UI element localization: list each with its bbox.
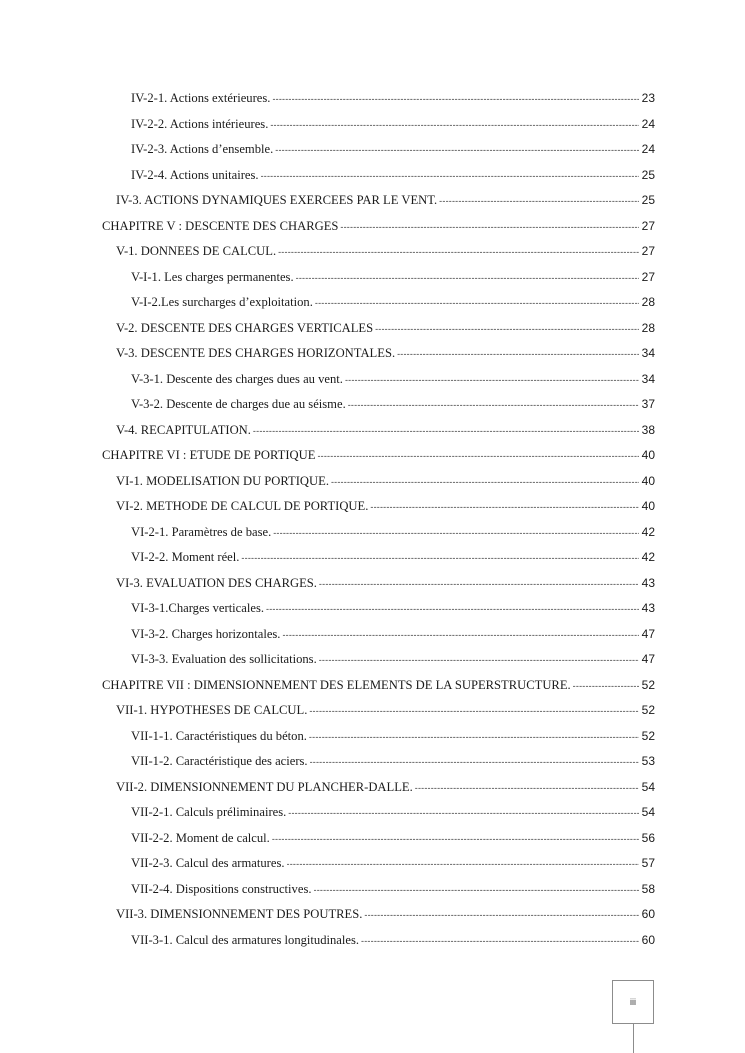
toc-entry-title: VII-3-1. Calcul des armatures longitudinales. [131,932,360,947]
toc-dash-leader [241,546,638,572]
toc-entry[interactable] [0,239,745,265]
toc-dash-leader [309,725,639,751]
toc-entry-line [102,673,655,700]
toc-entry-line [131,596,655,623]
toc-entry-line [131,545,655,572]
toc-entry-page-number: 47 [641,626,655,641]
toc-entry-title: CHAPITRE VII : DIMENSIONNEMENT DES ELEMENTS DE LA SUPERSTRUCTURE. [102,677,571,692]
toc-dash-leader [266,597,639,623]
toc-entry-page-number: 54 [641,805,655,819]
toc-entry-page-number: 43 [641,601,655,615]
toc-entry[interactable] [0,673,745,699]
toc-entry[interactable] [0,341,745,367]
toc-dash-leader [261,164,639,190]
toc-entry-page-number: 54 [641,779,655,794]
toc-entry-line [131,265,655,292]
toc-entry-line [131,622,655,649]
toc-entry-title: VII-2-4. Dispositions constructives. [131,881,312,896]
toc-entry-line [131,647,655,674]
toc-entry-page-number: 25 [641,167,655,182]
toc-entry[interactable] [0,494,745,520]
toc-entry-page-number: 52 [641,728,655,743]
toc-entry-page-number: 47 [641,652,655,666]
toc-entry[interactable] [0,851,745,877]
toc-entry-title: V-3-2. Descente de charges due au séisme. [131,397,346,411]
toc-entry-page-number: 24 [641,142,655,156]
toc-entry-title: VI-1. MODELISATION DU PORTIQUE. [116,473,329,488]
toc-entry-page-number: 57 [641,856,655,870]
toc-entry[interactable] [0,545,745,571]
toc-entry-page-number: 58 [641,881,655,896]
toc-entry-line [116,775,655,802]
toc-entry-title: VI-2-1. Paramètres de base. [131,524,272,539]
toc-entry[interactable] [0,698,745,724]
toc-entry[interactable] [0,367,745,393]
toc-entry[interactable] [0,877,745,903]
toc-dash-leader [272,87,638,113]
toc-entry-line [131,290,655,317]
toc-entry[interactable] [0,418,745,444]
toc-entry-title: VII-2-1. Calculs préliminaires. [131,805,287,819]
toc-entry-page-number: 34 [641,371,655,386]
toc-entry-line [131,392,655,419]
toc-dash-leader [278,240,639,266]
toc-entry-title: VI-2-2. Moment réel. [131,550,240,564]
table-of-contents [0,86,745,953]
toc-entry-line [116,239,655,266]
toc-entry[interactable] [0,928,745,954]
toc-entry[interactable] [0,392,745,418]
toc-dash-leader [282,623,638,649]
toc-entry[interactable] [0,775,745,801]
toc-entry-line [116,341,655,368]
toc-entry-page-number: 43 [641,575,655,590]
toc-entry-page-number: 42 [641,550,655,564]
toc-entry-title: V-2. DESCENTE DES CHARGES VERTICALES [116,320,374,335]
toc-entry-line [116,902,655,929]
toc-entry-page-number: 27 [641,218,655,233]
toc-entry-title: VI-2. METHODE DE CALCUL DE PORTIQUE. [116,499,369,513]
toc-dash-leader [288,801,638,827]
toc-dash-leader [315,291,639,317]
toc-entry[interactable] [0,290,745,316]
toc-entry-line [116,469,655,496]
toc-entry[interactable] [0,469,745,495]
toc-entry-page-number: 40 [641,448,655,462]
toc-entry[interactable] [0,596,745,622]
toc-dash-leader [573,674,639,700]
toc-entry-line [131,86,655,113]
toc-entry-page-number: 52 [641,677,655,692]
toc-entry-title: IV-2-3. Actions d’ensemble. [131,142,274,156]
toc-entry-page-number: 27 [641,244,655,258]
toc-entry-title: V-3. DESCENTE DES CHARGES HORIZONTALES. [116,346,396,360]
toc-entry-line [116,571,655,598]
toc-dash-leader [319,648,639,674]
toc-entry-line [131,749,655,776]
toc-entry[interactable] [0,137,745,163]
toc-entry-line [102,214,655,241]
toc-entry[interactable] [0,902,745,928]
toc-entry-line [116,418,655,445]
toc-entry[interactable] [0,443,745,469]
toc-entry-line [116,188,655,215]
toc-dash-leader [309,699,638,725]
toc-entry-title: V-3-1. Descente des charges dues au vent. [131,371,343,386]
toc-entry-page-number: 27 [641,269,655,284]
toc-entry-title: V-1. DONNEES DE CALCUL. [116,244,277,258]
toc-entry[interactable] [0,724,745,750]
toc-dash-leader [439,189,638,215]
toc-entry-page-number: 40 [641,499,655,513]
toc-entry-line [131,800,655,827]
toc-entry-title: V-I-1. Les charges permanentes. [131,269,294,284]
toc-entry-page-number: 23 [641,91,655,105]
toc-dash-leader [273,521,638,547]
toc-entry[interactable] [0,163,745,189]
toc-entry[interactable] [0,826,745,852]
toc-entry-page-number: 38 [641,422,655,437]
toc-dash-leader [319,572,639,598]
toc-dash-leader [397,342,639,368]
toc-dash-leader [370,495,638,521]
toc-dash-leader [287,852,639,878]
toc-entry[interactable] [0,265,745,291]
toc-entry[interactable] [0,316,745,342]
toc-entry-page-number: 53 [641,754,655,768]
toc-dash-leader [361,929,639,955]
toc-entry-title: IV-2-2. Actions intérieures. [131,116,269,131]
toc-entry-page-number: 40 [641,473,655,488]
toc-entry[interactable] [0,647,745,673]
toc-dash-leader [272,827,639,853]
toc-entry-page-number: 34 [641,346,655,360]
toc-entry[interactable] [0,622,745,648]
toc-entry-title: VII-1. HYPOTHESES DE CALCUL. [116,703,308,717]
toc-entry-page-number: 24 [641,116,655,131]
toc-entry-title: VII-1-1. Caractéristiques du béton. [131,728,307,743]
toc-dash-leader [375,317,639,343]
toc-entry[interactable] [0,188,745,214]
toc-entry-line [116,698,655,725]
toc-entry-line [131,826,655,853]
toc-entry-title: VI-3-3. Evaluation des sollicitations. [131,652,317,666]
toc-entry-line [131,928,655,955]
toc-entry-title: VII-3. DIMENSIONNEMENT DES POUTRES. [116,907,363,921]
toc-dash-leader [331,470,639,496]
toc-dash-leader [310,750,639,776]
toc-entry-title: VI-3-1.Charges verticales. [131,601,265,615]
toc-entry-line [131,112,655,139]
page-number: iii [630,997,636,1007]
toc-entry-line [116,494,655,521]
page-number-box [612,980,654,1024]
toc-entry-title: IV-3. ACTIONS DYNAMIQUES EXERCEES PAR LE VENT. [116,193,438,207]
toc-entry[interactable] [0,86,745,112]
toc-entry-title: VII-2-2. Moment de calcul. [131,830,270,845]
toc-entry-line [102,443,655,470]
toc-entry-page-number: 42 [641,524,655,539]
toc-entry-line [131,877,655,904]
toc-entry-title: IV-2-4. Actions unitaires. [131,167,259,182]
toc-entry-line [131,163,655,190]
page-number-box-stem [633,1024,634,1053]
toc-entry-line [116,316,655,343]
toc-entry[interactable] [0,749,745,775]
toc-entry-line [131,367,655,394]
toc-entry-title: IV-2-1. Actions extérieures. [131,91,271,105]
toc-entry-title: VI-3-2. Charges horizontales. [131,626,281,641]
toc-dash-leader [317,444,638,470]
toc-entry-title: CHAPITRE V : DESCENTE DES CHARGES [102,218,339,233]
toc-entry-line [131,724,655,751]
toc-entry-title: VII-2. DIMENSIONNEMENT DU PLANCHER-DALLE. [116,779,413,794]
toc-entry[interactable] [0,520,745,546]
toc-entry-title: VI-3. EVALUATION DES CHARGES. [116,575,317,590]
toc-entry[interactable] [0,214,745,240]
toc-dash-leader [348,393,639,419]
toc-entry-line [131,137,655,164]
toc-entry-page-number: 60 [641,907,655,921]
toc-dash-leader [340,215,638,241]
toc-entry-line [131,851,655,878]
toc-entry-line [131,520,655,547]
toc-entry-title: VII-2-3. Calcul des armatures. [131,856,285,870]
toc-entry[interactable] [0,800,745,826]
toc-entry[interactable] [0,571,745,597]
toc-dash-leader [345,368,639,394]
toc-entry-page-number: 28 [641,295,655,309]
toc-entry-title: VII-1-2. Caractéristique des aciers. [131,754,308,768]
toc-dash-leader [270,113,638,139]
toc-entry-title: V-I-2.Les surcharges d’exploitation. [131,295,313,309]
toc-entry-page-number: 25 [641,193,655,207]
toc-entry-page-number: 37 [641,397,655,411]
toc-dash-leader [275,138,638,164]
toc-dash-leader [314,878,639,904]
toc-dash-leader [415,776,639,802]
toc-dash-leader [364,903,638,929]
toc-entry-page-number: 52 [641,703,655,717]
toc-dash-leader [253,419,639,445]
toc-entry-page-number: 60 [641,932,655,947]
toc-entry[interactable] [0,112,745,138]
toc-dash-leader [296,266,639,292]
toc-entry-title: CHAPITRE VI : ETUDE DE PORTIQUE [102,448,316,462]
toc-entry-page-number: 28 [641,320,655,335]
toc-entry-title: V-4. RECAPITULATION. [116,422,251,437]
toc-entry-page-number: 56 [641,830,655,845]
